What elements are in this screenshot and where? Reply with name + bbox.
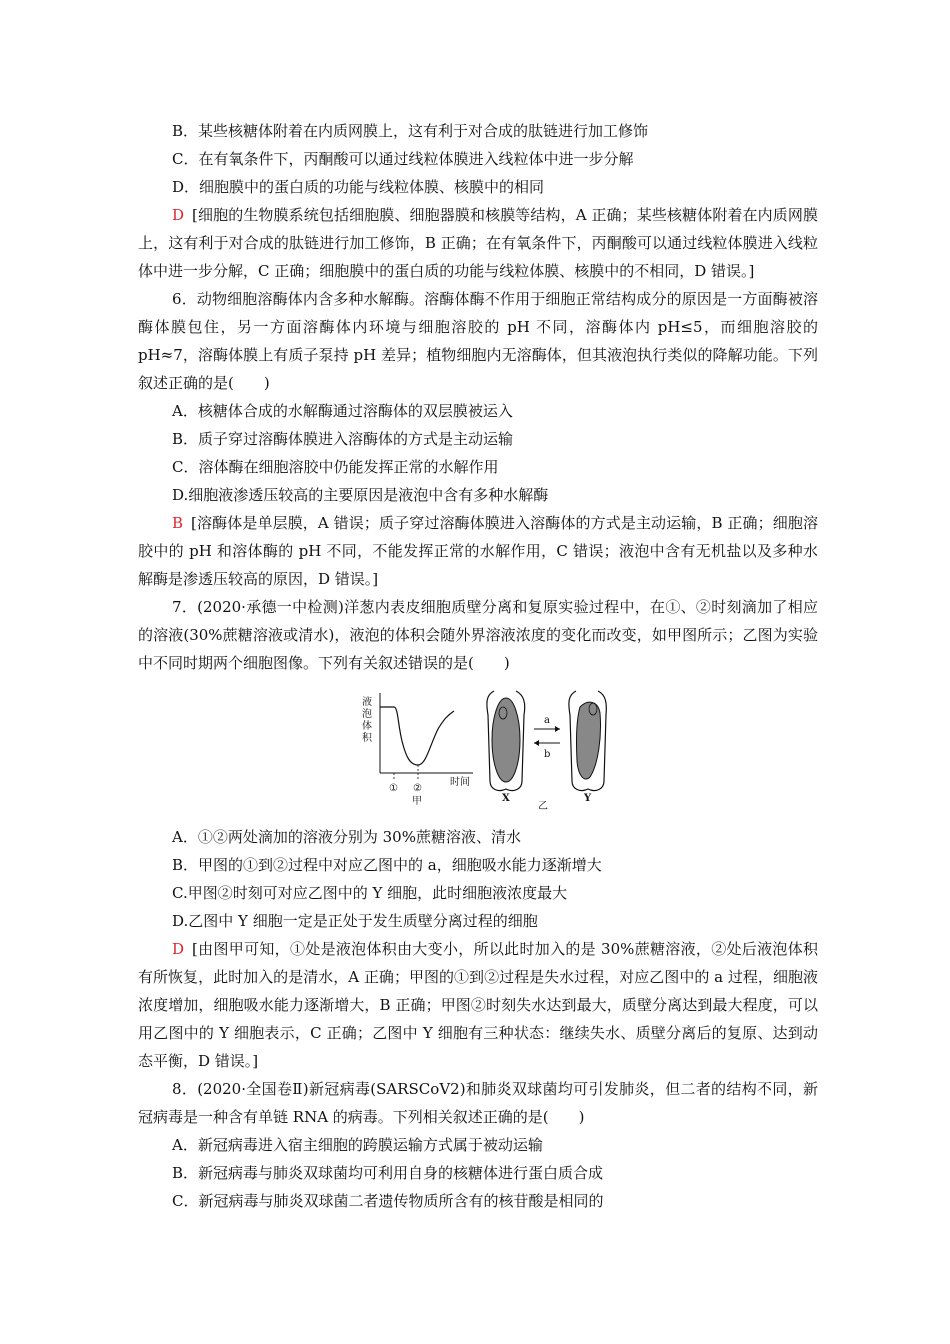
q7-option-d: D.乙图中 Y 细胞一定是正处于发生质壁分离过程的细胞: [172, 912, 538, 930]
transition-arrows: [534, 715, 560, 812]
cell-x-label: X: [502, 793, 510, 804]
q7-answer: [138, 935, 818, 1075]
q6-explanation: [溶酶体是单层膜，A 错误；质子穿过溶酶体膜进入溶酶体的方式是主动运输，B 正确；细胞溶胶中的 pH 和溶体酶的 pH 不同，不能发挥正常的水解作用，C 错误；液泡中含有无机盐以及多种水解酶是渗透压较高的原因，D 错误。]: [138, 514, 818, 588]
q6-option-d: D.细胞液渗透压较高的主要原因是液泡中含有多种水解酶: [172, 486, 549, 504]
q7-answer-key: D: [172, 940, 185, 958]
ylabel-char-1: 液: [362, 697, 372, 708]
q7-option-b: B．甲图的①到②过程中对应乙图中的 a，细胞吸水能力逐渐增大: [172, 856, 602, 874]
q7-explanation: [由图甲可知，①处是液泡体积由大变小，所以此时加入的是 30%蔗糖溶液，②处后液泡体积有所恢复，此时加入的是清水，A 正确；甲图的①到②过程是失水过程，对应乙图中的 a 过程，细胞液浓度增加，细胞吸水能力逐渐增大，B 正确；甲图②时刻失水达到最大，质壁分离达到最大程度，可以用乙图中的 Y 细胞表示，C 正确；乙图中 Y 细胞有三种状态：继续失水、质壁分离后的复原、达到动态平衡，D 错误。]: [138, 940, 818, 1070]
q6-option-a: A．核糖体合成的水解酶通过溶酶体的双层膜被运入: [172, 402, 513, 420]
arrow-b-label: b: [544, 749, 551, 760]
q6-answer: [138, 509, 818, 593]
q5-answer: [138, 201, 818, 285]
xlabel: 时间: [450, 777, 470, 788]
document-page: [138, 117, 818, 1215]
q8-option-b: B．新冠病毒与肺炎双球菌均可利用自身的核糖体进行蛋白质合成: [172, 1164, 604, 1182]
mark-2: ②: [413, 783, 422, 794]
q7-option-a: A．①②两处滴加的溶液分别为 30%蔗糖溶液、清水: [172, 828, 521, 846]
q8-option-c: C．新冠病毒与肺炎双球菌二者遗传物质所含有的核苷酸是相同的: [172, 1192, 604, 1210]
q5-answer-key: D: [172, 206, 185, 224]
q7-option-c: C.甲图②时刻可对应乙图中的 Y 细胞，此时细胞液浓度最大: [172, 884, 568, 902]
q8-option-a: A．新冠病毒进入宿主细胞的跨膜运输方式属于被动运输: [172, 1136, 543, 1154]
caption-yi: 乙: [538, 801, 548, 812]
q6-option-c: C．溶体酶在细胞溶胶中仍能发挥正常的水解作用: [172, 458, 499, 476]
vacuole-diagram: [358, 685, 608, 817]
caption-jia: 甲: [412, 796, 422, 807]
q8-stem: 8．(2020·全国卷Ⅱ)新冠病毒(SARSCoV2)和肺炎双球菌均可引发肺炎，但二者的结构不同，新冠病毒是一种含有单链 RNA 的病毒。下列相关叙述正确的是( ): [138, 1080, 818, 1126]
vacuole-volume-curve: [380, 707, 454, 765]
q5-explanation: [细胞的生物膜系统包括细胞膜、细胞器膜和核膜等结构，A 正确；某些核糖体附着在内质网膜上，这有利于对合成的肽链进行加工修饰，B 正确；在有氧条件下，丙酮酸可以通过线粒体膜进入线粒体中进一步分解，C 正确；细胞膜中的蛋白质的功能与线粒体膜、核膜中的不相同，D 错误。]: [138, 206, 818, 280]
q6-option-b: B．质子穿过溶酶体膜进入溶酶体的方式是主动运输: [172, 430, 514, 448]
q5-option-b: B．某些核糖体附着在内质网膜上，这有利于对合成的肽链进行加工修饰: [172, 122, 649, 140]
ylabel-char-2: 泡: [362, 709, 372, 720]
q7-figure: [138, 685, 818, 817]
q7-stem: 7．(2020·承德一中检测)洋葱内表皮细胞质壁分离和复原实验过程中，在①、②时刻滴加了相应的溶液(30%蔗糖溶液或清水)，液泡的体积会随外界溶液浓度的变化而改变，如甲图所示；乙图为实验中不同时期两个细胞图像。下列有关叙述错误的是( ): [138, 598, 818, 672]
ylabel-char-3: 体: [362, 721, 372, 732]
cell-y-label: Y: [584, 793, 592, 804]
q5-option-d: D．细胞膜中的蛋白质的功能与线粒体膜、核膜中的相同: [172, 178, 545, 196]
ylabel-char-4: 积: [362, 733, 372, 744]
arrow-a-label: a: [544, 715, 550, 726]
graph-jia: [362, 693, 473, 807]
cell-x: [487, 691, 525, 804]
q5-option-c: C．在有氧条件下，丙酮酸可以通过线粒体膜进入线粒体中进一步分解: [172, 150, 634, 168]
cell-y: [569, 691, 606, 804]
q6-answer-key: B: [172, 514, 184, 532]
q6-stem: 6．动物细胞溶酶体内含多种水解酶。溶酶体酶不作用于细胞正常结构成分的原因是一方面酶被溶酶体膜包住，另一方面溶酶体内环境与细胞溶胶的 pH 不同，溶酶体内 pH≤5，而细胞溶胶的 pH≈7，溶酶体膜上有质子泵持 pH 差异；植物细胞内无溶酶体，但其液泡执行类似的降解功能。下列叙述正确的是( ): [138, 290, 818, 392]
mark-1: ①: [389, 783, 398, 794]
